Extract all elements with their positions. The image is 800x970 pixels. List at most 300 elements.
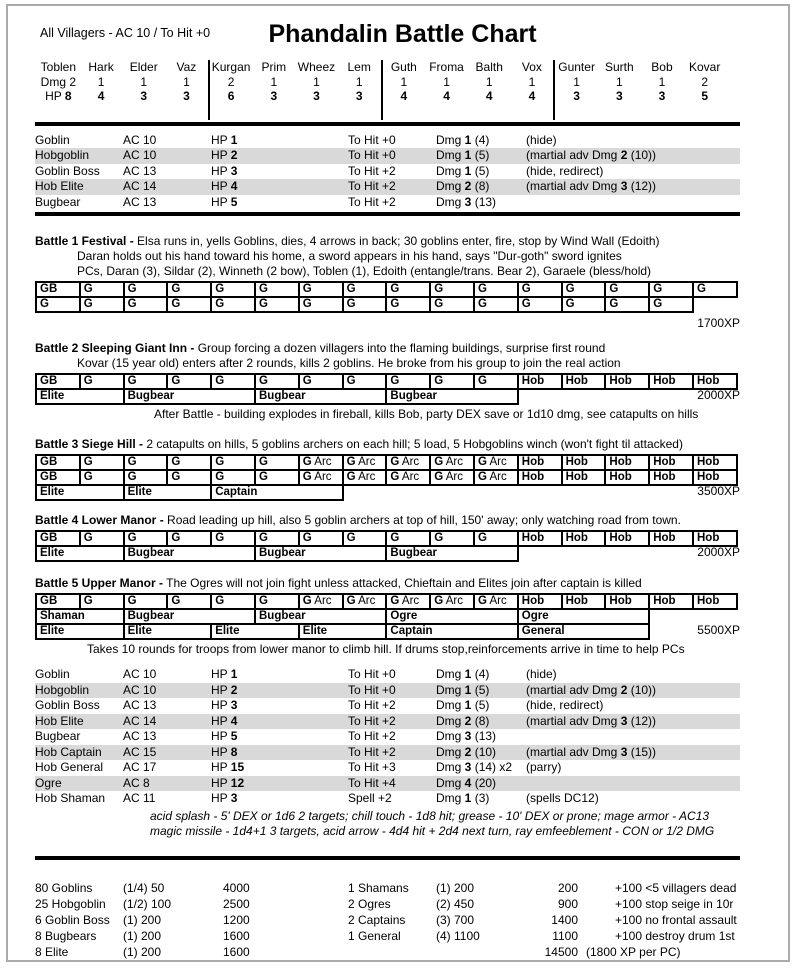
unit-cell: Captain <box>385 623 518 640</box>
stat-name: Hobgoblin <box>35 682 90 697</box>
unit-grid-row <box>35 388 740 403</box>
stat-name: Goblin Boss <box>35 698 100 712</box>
villager-hp: 3 <box>658 89 666 103</box>
villager-name: Kovar <box>688 60 721 74</box>
villager-column <box>641 60 684 104</box>
villager-column <box>425 60 468 104</box>
unit-cell: G <box>210 593 256 610</box>
stat-name: Ogre <box>35 775 62 790</box>
battle-xp-total: 2000XP <box>697 388 740 402</box>
unit-cell: G <box>429 373 475 390</box>
villager-name: Wheez <box>297 60 336 74</box>
stat-to-hit: To Hit +2 <box>348 179 396 193</box>
stat-row <box>35 133 740 149</box>
stat-to-hit: To Hit +2 <box>348 698 396 712</box>
stat-notes: (martial adv Dmg 2 (10)) <box>526 682 657 697</box>
unit-cell: Hob <box>604 530 650 547</box>
stat-notes: (hide, redirect) <box>526 698 604 712</box>
stat-ac: AC 10 <box>123 667 157 681</box>
unit-cell: Hob <box>648 469 694 486</box>
stat-ac: AC 10 <box>123 132 157 147</box>
villager-name: Prim <box>261 60 287 74</box>
unit-cell: G <box>79 469 125 486</box>
villagers-ac-note: All Villagers - AC 10 / To Hit +0 <box>40 26 211 40</box>
unit-cell: Captain <box>210 484 343 501</box>
unit-grid <box>35 593 740 642</box>
unit-cell: GB <box>35 281 81 298</box>
spell-note-line: acid splash - 5' DEX or 1d6 2 targets; chill touch - 1d8 hit; grease - 10' DEX or prone; mage armor - AC13 <box>150 808 710 823</box>
villager-hp: 4 <box>400 89 408 103</box>
villager-name: Vaz <box>176 60 197 74</box>
monster-stat-table-top <box>35 133 740 211</box>
xp-cell: +100 <5 villagers dead <box>615 880 737 895</box>
battle-description-line: PCs, Daran (3), Sildar (2), Winneth (2 bow), Toblen (1), Edoith (entangle/trans. Bear 2), Garaele (bless/hold) <box>77 264 652 278</box>
stat-hp: HP 4 <box>211 179 238 193</box>
villager-column <box>252 60 295 104</box>
villager-name: Hark <box>88 60 114 74</box>
unit-cell: Elite <box>123 484 213 501</box>
xp-cell: (3) 700 <box>436 912 475 927</box>
stat-to-hit: To Hit +0 <box>348 148 396 162</box>
stat-name: Goblin <box>35 667 70 681</box>
unit-cell: G <box>254 454 300 471</box>
unit-cell: G Arc <box>429 454 475 471</box>
unit-cell: Hob <box>517 373 563 390</box>
villager-hp: 4 <box>97 89 105 103</box>
unit-cell: G <box>692 281 738 298</box>
unit-grid-row <box>35 281 740 296</box>
battle-xp-total: 3500XP <box>697 484 740 498</box>
unit-grid-row <box>35 373 740 388</box>
stat-row <box>35 667 740 683</box>
battle-sections <box>35 234 740 657</box>
stat-row <box>35 791 740 807</box>
xp-cell: (1800 XP per PC) <box>586 944 681 959</box>
xp-cell: 8 Elite <box>35 944 69 959</box>
villager-name: Guth <box>390 60 417 74</box>
xp-cell: (4) 1100 <box>436 928 480 943</box>
unit-cell: G Arc <box>429 593 475 610</box>
xp-cell: 1400 <box>551 912 578 927</box>
unit-cell: G <box>473 296 519 313</box>
stat-to-hit: To Hit +2 <box>348 744 396 759</box>
stat-notes: (martial adv Dmg 2 (10)) <box>526 148 657 162</box>
xp-cell: 1100 <box>552 928 578 943</box>
stat-dmg: Dmg 2 (10) <box>436 744 497 759</box>
villager-dmg: 1 <box>140 74 148 89</box>
villager-column <box>165 60 208 104</box>
villager-column <box>468 60 511 104</box>
unit-grid-row <box>35 469 740 484</box>
unit-cell: G <box>123 593 169 610</box>
villager-column <box>683 60 726 104</box>
stat-hp: HP 3 <box>211 698 238 712</box>
unit-cell: Ogre <box>517 608 650 625</box>
unit-cell: GB <box>35 454 81 471</box>
unit-cell: G <box>254 373 300 390</box>
unit-cell: Hob <box>604 593 650 610</box>
unit-cell: G <box>648 281 694 298</box>
unit-cell: G <box>210 454 256 471</box>
unit-cell: Hob <box>692 373 738 390</box>
unit-grid <box>35 454 740 503</box>
stat-row <box>35 760 740 776</box>
villager-hp: 4 <box>443 89 450 103</box>
stat-ac: AC 13 <box>123 698 157 712</box>
unit-cell: Elite <box>210 623 300 640</box>
stat-dmg: Dmg 1 (5) <box>436 698 490 712</box>
unit-grid-row <box>35 296 740 311</box>
stat-notes <box>526 729 740 745</box>
unit-cell: Bugbear <box>254 545 387 562</box>
xp-summary-row <box>35 896 740 912</box>
stat-notes: (martial adv Dmg 3 (12)) <box>526 713 657 728</box>
villager-column <box>210 60 253 104</box>
unit-cell: G <box>123 530 169 547</box>
villager-dmg: 1 <box>443 74 450 89</box>
villager-column <box>555 60 598 104</box>
unit-grid-row <box>35 593 740 608</box>
villager-hp: 3 <box>270 89 278 103</box>
villager-column <box>122 60 165 104</box>
stat-dmg: Dmg 4 (20) <box>436 775 497 790</box>
stat-dmg: Dmg 2 (8) <box>436 179 490 193</box>
stat-ac: AC 13 <box>123 194 157 209</box>
unit-grid-row <box>35 484 740 499</box>
stat-name: Bugbear <box>35 729 81 743</box>
unit-cell: Elite <box>35 623 125 640</box>
unit-cell: Bugbear <box>123 388 256 405</box>
xp-cell: 1 General <box>348 928 401 943</box>
xp-cell: 2 Captains <box>348 912 406 927</box>
stat-name: Hobgoblin <box>35 148 90 162</box>
stat-row <box>35 195 740 211</box>
battle-section-5 <box>35 576 740 657</box>
stat-ac: AC 11 <box>123 791 156 805</box>
villager-name: Toblen <box>40 60 77 74</box>
villagers-table <box>37 60 740 120</box>
unit-cell: G Arc <box>473 469 519 486</box>
unit-cell: G <box>166 296 212 313</box>
villager-group <box>381 60 554 120</box>
unit-cell: Elite <box>35 545 125 562</box>
unit-grid-row <box>35 454 740 469</box>
unit-cell: G <box>298 296 344 313</box>
unit-cell: G Arc <box>429 469 475 486</box>
stat-ac: AC 8 <box>123 775 150 790</box>
stat-hp: HP 15 <box>211 760 245 774</box>
unit-cell: Hob <box>517 593 563 610</box>
unit-cell: Hob <box>648 530 694 547</box>
villager-column <box>37 60 80 104</box>
villager-name: Balth <box>475 60 503 74</box>
unit-cell: G <box>79 373 125 390</box>
unit-cell: G <box>79 281 125 298</box>
villager-dmg: 1 <box>658 74 666 89</box>
xp-cell: 4000 <box>223 880 250 895</box>
stat-row <box>35 745 740 761</box>
villager-dmg: 1 <box>97 74 105 89</box>
document-page <box>6 4 790 962</box>
villager-dmg: 2 <box>701 74 708 89</box>
unit-cell: Hob <box>692 530 738 547</box>
unit-cell: Bugbear <box>123 545 256 562</box>
unit-cell: Elite <box>123 623 213 640</box>
unit-cell: G <box>298 281 344 298</box>
unit-cell: G Arc <box>473 593 519 610</box>
xp-cell: (1/2) 100 <box>123 896 172 911</box>
villager-hp: 3 <box>183 89 190 103</box>
unit-cell: Hob <box>561 373 607 390</box>
stat-hp: HP 8 <box>211 744 238 759</box>
stat-hp: HP 1 <box>211 132 238 147</box>
unit-cell: Hob <box>692 454 738 471</box>
stat-to-hit: To Hit +2 <box>348 729 396 743</box>
stat-dmg: Dmg 1 (5) <box>436 148 490 162</box>
villager-name: Elder <box>129 60 158 74</box>
unit-cell: Bugbear <box>385 545 518 562</box>
section-divider-bar <box>35 122 740 126</box>
unit-cell: Hob <box>517 469 563 486</box>
stat-name: Goblin Boss <box>35 163 100 178</box>
unit-cell: G <box>429 530 475 547</box>
xp-cell: 6 Goblin Boss <box>35 912 110 927</box>
unit-cell: Hob <box>692 469 738 486</box>
xp-cell: 2500 <box>223 896 250 911</box>
battle-description-line: Daran holds out his hand toward his home, a sword appears in his hand, says "Dur-goth" sword ignites <box>77 249 622 263</box>
unit-cell: G <box>517 296 563 313</box>
villager-hp: HP 8 <box>45 89 72 103</box>
unit-cell: Hob <box>561 530 607 547</box>
stat-hp: HP 4 <box>211 713 238 728</box>
unit-cell: Elite <box>298 623 388 640</box>
villager-dmg: 1 <box>615 74 623 89</box>
unit-cell: Hob <box>561 593 607 610</box>
section-divider-bar <box>35 212 740 216</box>
unit-cell: G <box>561 296 607 313</box>
stat-dmg: Dmg 1 (5) <box>436 163 490 178</box>
villager-dmg: 1 <box>573 74 580 89</box>
villager-hp: 5 <box>701 89 708 103</box>
villager-hp: 3 <box>355 89 363 103</box>
villager-hp: 3 <box>313 89 320 103</box>
xp-cell: 25 Hobgoblin <box>35 896 106 911</box>
villager-group <box>553 60 726 120</box>
xp-summary-row <box>35 944 740 960</box>
battle-heading: Battle 4 Lower Manor - Road leading up hill, also 5 goblin archers at top of hill, 150' away; only watching road from town. <box>35 513 681 527</box>
battle-heading: Battle 2 Sleeping Giant Inn - Group forcing a dozen villagers into the flaming buildings, surprise first round <box>35 341 606 355</box>
unit-cell: G Arc <box>385 593 431 610</box>
unit-cell: G <box>385 373 431 390</box>
stat-ac: AC 14 <box>123 179 157 193</box>
unit-cell: Hob <box>604 373 650 390</box>
villager-column <box>511 60 554 104</box>
villager-dmg: 1 <box>183 74 190 89</box>
villager-column <box>383 60 426 104</box>
unit-cell: Hob <box>604 454 650 471</box>
xp-summary-row <box>35 928 740 944</box>
villager-hp: 4 <box>485 89 493 103</box>
xp-cell: +100 no frontal assault <box>615 912 737 927</box>
villager-column <box>80 60 123 104</box>
unit-cell: Hob <box>648 373 694 390</box>
unit-cell: Hob <box>692 593 738 610</box>
stat-name: Hob General <box>35 760 104 774</box>
xp-cell: 80 Goblins <box>35 880 93 895</box>
battle-heading: Battle 5 Upper Manor - The Ogres will not join fight unless attacked, Chieftain and Elites join after captain is killed <box>35 576 642 590</box>
stat-ac: AC 14 <box>123 713 157 728</box>
stat-to-hit: To Hit +2 <box>348 194 396 209</box>
villager-hp: 4 <box>528 89 536 103</box>
unit-cell: Hob <box>517 530 563 547</box>
xp-cell: 1200 <box>223 912 250 927</box>
unit-grid <box>35 373 740 407</box>
unit-cell: G <box>166 281 212 298</box>
stat-name: Bugbear <box>35 194 81 209</box>
stat-to-hit: To Hit +2 <box>348 163 396 178</box>
stat-row <box>35 698 740 714</box>
unit-cell: Hob <box>648 593 694 610</box>
stat-row <box>35 729 740 745</box>
stat-to-hit: To Hit +4 <box>348 775 396 790</box>
unit-cell: G <box>35 296 81 313</box>
unit-cell: G <box>298 373 344 390</box>
stat-name: Hob Captain <box>35 744 102 759</box>
xp-cell: (1) 200 <box>123 912 162 927</box>
unit-cell: Shaman <box>35 608 125 625</box>
unit-cell: G <box>385 296 431 313</box>
unit-cell: G <box>254 281 300 298</box>
unit-cell: G <box>254 469 300 486</box>
stat-notes <box>526 776 740 792</box>
unit-cell: G <box>79 530 125 547</box>
stat-hp: HP 12 <box>211 775 245 790</box>
stat-dmg: Dmg 1 (4) <box>436 132 490 147</box>
unit-cell: G Arc <box>385 454 431 471</box>
stat-ac: AC 13 <box>123 163 157 178</box>
spell-notes <box>35 809 740 840</box>
stat-dmg: Dmg 3 (13) <box>436 729 497 743</box>
stat-ac: AC 17 <box>123 760 157 774</box>
xp-cell: 2 Ogres <box>348 896 391 911</box>
stat-dmg: Dmg 1 (5) <box>436 682 490 697</box>
villager-dmg: 1 <box>485 74 493 89</box>
stat-name: Hob Elite <box>35 713 84 728</box>
villager-group <box>208 60 381 120</box>
xp-cell: (1) 200 <box>123 928 162 943</box>
unit-cell: G <box>385 281 431 298</box>
unit-grid <box>35 281 740 315</box>
unit-cell: G <box>79 296 125 313</box>
stat-ac: AC 15 <box>123 744 157 759</box>
unit-cell: GB <box>35 469 81 486</box>
villager-group <box>37 60 208 120</box>
xp-summary-row <box>35 912 740 928</box>
section-divider-bar <box>35 856 740 860</box>
stat-notes: (parry) <box>526 760 562 774</box>
unit-cell: G <box>342 296 388 313</box>
unit-cell: GB <box>35 530 81 547</box>
battle-xp-total: 5500XP <box>697 623 740 637</box>
stat-notes: (hide) <box>526 132 557 147</box>
unit-cell: Bugbear <box>254 388 387 405</box>
stat-to-hit: To Hit +2 <box>348 713 396 728</box>
stat-hp: HP 1 <box>211 667 238 681</box>
unit-cell: Hob <box>648 454 694 471</box>
stat-hp: HP 2 <box>211 682 238 697</box>
stat-hp: HP 5 <box>211 729 238 743</box>
xp-cell: 1 Shamans <box>348 880 409 895</box>
unit-cell: G <box>166 469 212 486</box>
unit-cell: G <box>123 469 169 486</box>
page-header <box>35 20 740 52</box>
stat-notes: (spells DC12) <box>526 791 599 805</box>
unit-cell: G <box>210 469 256 486</box>
unit-cell: G <box>210 281 256 298</box>
stat-dmg: Dmg 1 (3) <box>436 791 490 805</box>
stat-notes <box>526 195 740 211</box>
battle-description-line: Kovar (15 year old) enters after 2 rounds, kills 2 goblins. He broke from his group to join the real action <box>77 356 621 370</box>
xp-cell: 8 Bugbears <box>35 928 97 943</box>
unit-cell: G <box>254 296 300 313</box>
unit-cell: G <box>79 593 125 610</box>
xp-cell: (1) 200 <box>123 944 162 959</box>
unit-cell: G <box>342 281 388 298</box>
unit-cell: GB <box>35 373 81 390</box>
villager-column <box>295 60 338 104</box>
unit-cell: G <box>561 281 607 298</box>
villager-column <box>598 60 641 104</box>
page-title: Phandalin Battle Chart <box>268 20 537 48</box>
xp-cell: +100 stop seige in 10r <box>615 896 734 911</box>
battle-heading: Battle 3 Siege Hill - 2 catapults on hills, 5 goblins archers on each hill; 5 load, 5 Hobgoblins winch (won't fight til attacked) <box>35 437 683 451</box>
unit-cell: G <box>123 373 169 390</box>
stat-hp: HP 2 <box>211 148 238 162</box>
stat-hp: HP 5 <box>211 194 238 209</box>
stat-to-hit: To Hit +3 <box>348 760 396 774</box>
stat-dmg: Dmg 3 (14) x2 <box>436 760 513 774</box>
xp-cell: 1600 <box>223 944 250 959</box>
battle-section-2 <box>35 341 740 422</box>
xp-summary-row <box>35 880 740 896</box>
stat-row <box>35 776 740 792</box>
unit-cell: G <box>473 530 519 547</box>
xp-cell <box>436 944 528 960</box>
unit-cell: G <box>342 373 388 390</box>
villager-column <box>338 60 381 104</box>
unit-cell: G Arc <box>342 454 388 471</box>
stat-to-hit: To Hit +0 <box>348 667 396 681</box>
villager-dmg: 1 <box>528 74 536 89</box>
unit-cell: GB <box>35 593 81 610</box>
unit-cell: Elite <box>35 484 125 501</box>
battle-xp-total: 2000XP <box>697 545 740 559</box>
unit-cell: G Arc <box>342 469 388 486</box>
unit-cell: G <box>429 296 475 313</box>
unit-cell: G <box>166 373 212 390</box>
unit-cell: Elite <box>35 388 125 405</box>
unit-cell: G Arc <box>298 469 344 486</box>
battle-section-4 <box>35 513 740 564</box>
unit-cell: G <box>79 454 125 471</box>
unit-cell: Hob <box>561 469 607 486</box>
unit-cell: Ogre <box>385 608 518 625</box>
villager-hp: 3 <box>615 89 623 103</box>
battle-section-1 <box>35 234 740 331</box>
unit-cell: G <box>166 593 212 610</box>
stat-ac: AC 10 <box>123 682 157 697</box>
unit-cell: Hob <box>604 469 650 486</box>
